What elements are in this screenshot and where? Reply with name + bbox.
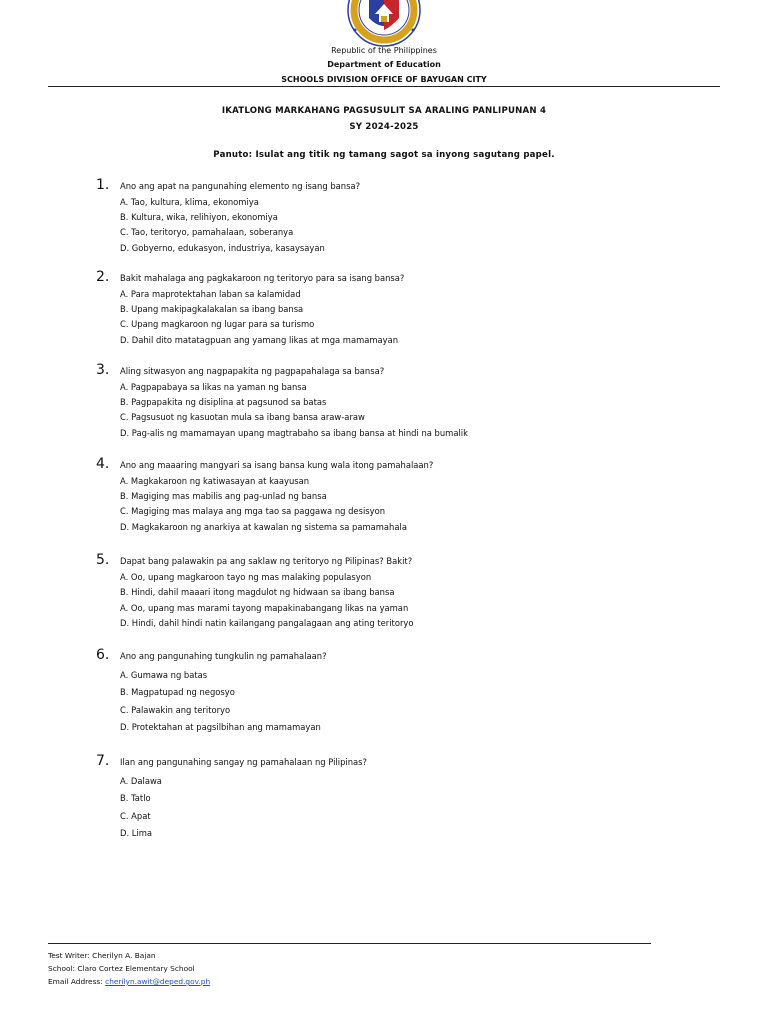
choice-c: C. Tao, teritoryo, pamahalaan, soberanya	[120, 227, 294, 237]
choice-d: D. Pag-alis ng mamamayan upang magtrabaho sa ibang bansa at hindi na bumalik	[120, 428, 468, 438]
deped-seal-logo	[347, 0, 421, 48]
choice-c: C. Magiging mas malaya ang mga tao sa paggawa ng desisyon	[120, 506, 386, 516]
footer-writer: Test Writer: Cherilyn A. Bajan	[48, 951, 156, 960]
exam-instructions: Panuto: Isulat ang titik ng tamang sagot sa inyong sagutang papel.	[213, 150, 555, 160]
choice-c: C. Apat	[120, 811, 151, 821]
question-text: Ilan ang pangunahing sangay ng pamahalaan ng Pilipinas?	[120, 757, 367, 767]
choice-c: C. Pagsusuot ng kasuotan mula sa ibang bansa araw-araw	[120, 412, 365, 422]
footer-email-label: Email Address:	[48, 977, 106, 986]
choice-d: D. Magkakaroon ng anarkiya at kawalan ng sistema sa pamamahala	[120, 522, 407, 532]
question-text: Ano ang apat na pangunahing elemento ng isang bansa?	[120, 181, 361, 191]
question-text: Ano ang pangunahing tungkulin ng pamahalaan?	[120, 651, 327, 661]
choice-b: B. Upang makipagkalakalan sa ibang bansa	[120, 304, 304, 314]
choice-a: A. Pagpapabaya sa likas na yaman ng bansa	[120, 382, 307, 392]
footer-email-link[interactable]: cherilyn.awit@deped.gov.ph	[105, 977, 211, 986]
choice-a: A. Oo, upang magkaroon tayo ng mas malaking populasyon	[120, 572, 372, 582]
question-number: 3.	[96, 362, 110, 378]
choice-a: A. Tao, kultura, klima, ekonomiya	[120, 197, 259, 207]
question-text: Dapat bang palawakin pa ang saklaw ng teritoryo ng Pilipinas? Bakit?	[120, 556, 413, 566]
choice-a: A. Magkakaroon ng katiwasayan at kaayusan	[120, 476, 310, 486]
footer-email-line	[48, 977, 210, 986]
exam-title: IKATLONG MARKAHANG PAGSUSULIT SA ARALING PANLIPUNAN 4	[221, 106, 547, 116]
choice-a: A. Dalawa	[120, 776, 162, 786]
choice-c: C. Upang magkaroon ng lugar para sa turismo	[120, 319, 315, 329]
header-department: Department of Education	[327, 60, 441, 69]
header-republic: Republic of the Philippines	[331, 46, 437, 55]
question-text: Bakit mahalaga ang pagkakaroon ng teritoryo para sa isang bansa?	[120, 273, 405, 283]
choice-a: A. Gumawa ng batas	[120, 670, 208, 680]
footer-divider	[48, 943, 651, 944]
choice-d: D. Dahil dito matatagpuan ang yamang likas at mga mamamayan	[120, 335, 399, 345]
choice-d: D. Protektahan at pagsilbihan ang mamamayan	[120, 722, 321, 732]
question-number: 4.	[96, 456, 110, 472]
question-text: Ano ang maaaring mangyari sa isang bansa kung wala itong pamahalaan?	[120, 460, 434, 470]
exam-school-year: SY 2024-2025	[349, 122, 419, 132]
question-number: 1.	[96, 177, 110, 193]
choice-d: D. Hindi, dahil hindi natin kailangang pangalagaan ang ating teritoryo	[120, 618, 414, 628]
question-number: 2.	[96, 269, 110, 285]
header-divider	[48, 86, 720, 87]
question-number: 5.	[96, 552, 110, 568]
choice-b: B. Pagpapakita ng disiplina at pagsunod sa batas	[120, 397, 327, 407]
header-division: SCHOOLS DIVISION OFFICE OF BAYUGAN CITY	[281, 75, 487, 84]
question-number: 6.	[96, 647, 110, 663]
choice-d: D. Lima	[120, 828, 153, 838]
choice-b: B. Magiging mas mabilis ang pag-unlad ng bansa	[120, 491, 327, 501]
choice-c: C. Palawakin ang teritoryo	[120, 705, 231, 715]
choice-b: B. Hindi, dahil maaari itong magdulot ng hidwaan sa ibang bansa	[120, 587, 395, 597]
choice-b: B. Tatlo	[120, 793, 151, 803]
choice-b: B. Kultura, wika, relihiyon, ekonomiya	[120, 212, 278, 222]
choice-a: A. Para maprotektahan laban sa kalamidad	[120, 289, 301, 299]
choice-d: D. Gobyerno, edukasyon, industriya, kasaysayan	[120, 243, 325, 253]
question-text: Aling sitwasyon ang nagpapakita ng pagpapahalaga sa bansa?	[120, 366, 385, 376]
question-number: 7.	[96, 753, 110, 769]
footer-school: School: Claro Cortez Elementary School	[48, 964, 195, 973]
choice-b: B. Magpatupad ng negosyo	[120, 687, 235, 697]
choice-a-duplicate: A. Oo, upang mas marami tayong mapakinabangang likas na yaman	[120, 603, 409, 613]
